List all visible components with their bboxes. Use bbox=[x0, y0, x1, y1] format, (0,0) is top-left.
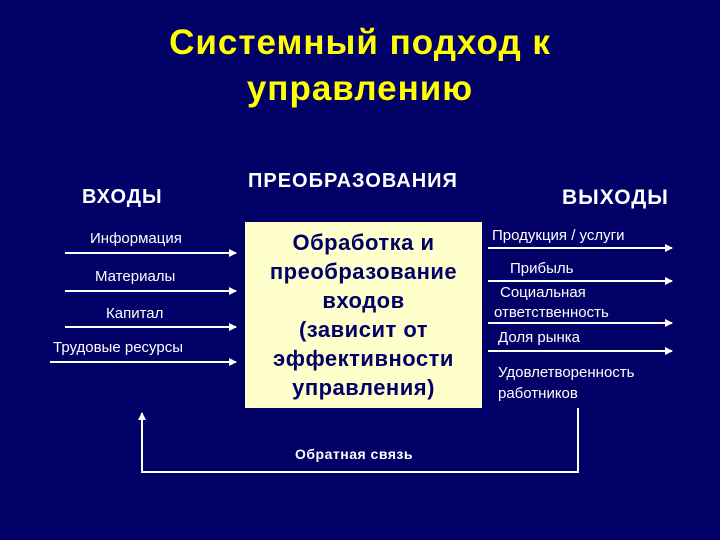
input-label-labor: Трудовые ресурсы bbox=[53, 339, 183, 356]
feedback-label: Обратная связь bbox=[295, 446, 413, 462]
output-label-satisfaction-1: Удовлетворенность bbox=[498, 364, 635, 381]
input-label-materials: Материалы bbox=[95, 268, 176, 285]
transform-heading: ПРЕОБРАЗОВАНИЯ bbox=[248, 170, 458, 192]
title-line-2: управлению bbox=[246, 69, 474, 108]
output-label-profit: Прибыль bbox=[510, 260, 574, 277]
input-label-capital: Капитал bbox=[106, 305, 164, 322]
process-line-6: управления) bbox=[292, 375, 435, 400]
process-line-5: эффективности bbox=[273, 346, 454, 371]
inputs-heading: ВХОДЫ bbox=[82, 186, 163, 208]
output-label-satisfaction-2: работников bbox=[498, 385, 578, 402]
output-label-market: Доля рынка bbox=[498, 329, 581, 346]
input-label-information: Информация bbox=[90, 230, 182, 247]
outputs-heading: ВЫХОДЫ bbox=[562, 186, 669, 209]
output-label-social-2: ответственность bbox=[494, 304, 609, 321]
output-label-social-1: Социальная bbox=[500, 284, 586, 301]
output-label-product: Продукция / услуги bbox=[492, 227, 625, 244]
title-line-1: Системный подход к bbox=[169, 23, 551, 62]
process-line-4: (зависит от bbox=[298, 317, 429, 342]
process-line-1: Обработка и bbox=[292, 230, 435, 255]
process-line-2: преобразование bbox=[269, 259, 458, 284]
process-line-3: входов bbox=[322, 288, 405, 313]
feedback-loop-line bbox=[142, 408, 578, 472]
